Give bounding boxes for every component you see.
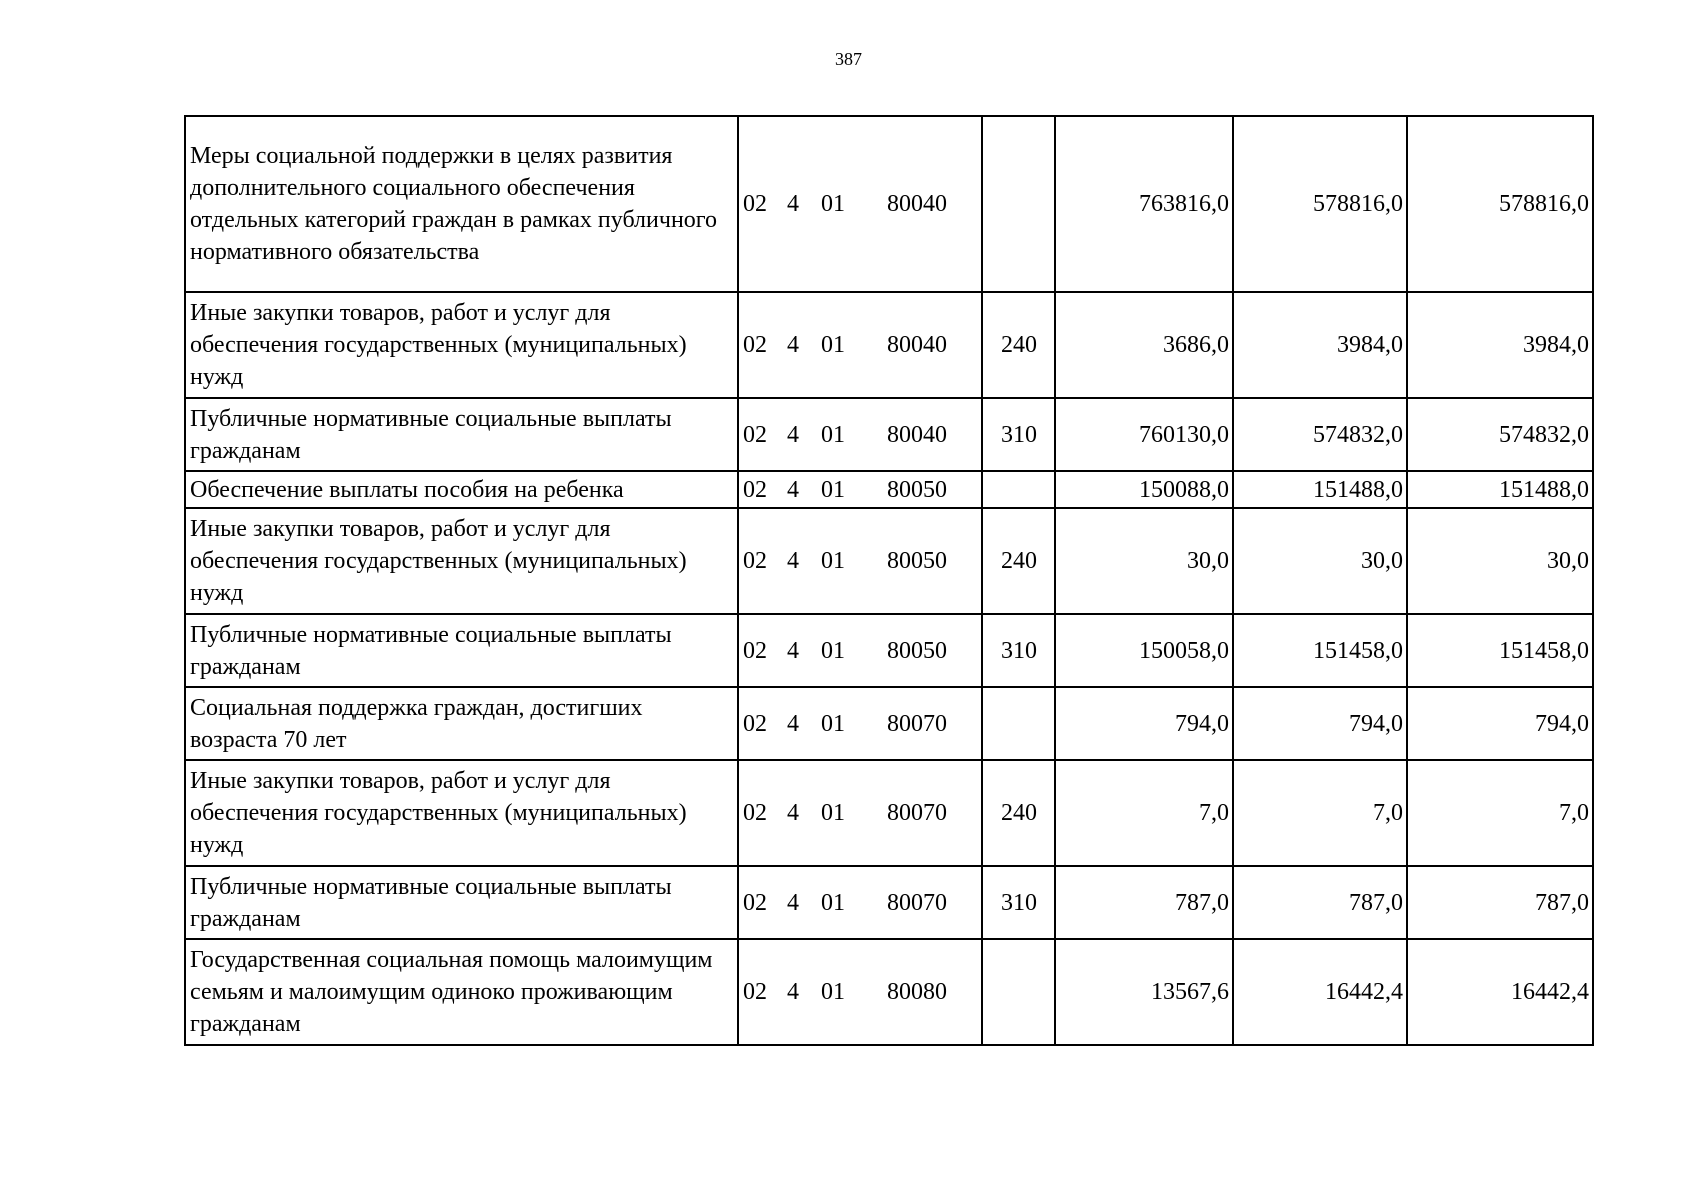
code-program: 02 — [743, 979, 767, 1005]
code-main-event: 01 — [821, 889, 845, 916]
code-subprogram: 4 — [787, 800, 799, 826]
row-expense-type: 310 — [982, 614, 1055, 687]
code-program: 02 — [743, 710, 767, 737]
code-main-event: 01 — [821, 476, 845, 503]
row-expense-type — [982, 687, 1055, 760]
row-description: Публичные нормативные социальные выплаты гражданам — [185, 614, 738, 687]
code-direction: 80040 — [887, 191, 947, 217]
row-expense-type: 240 — [982, 292, 1055, 398]
code-subprogram: 4 — [787, 476, 799, 503]
row-value-1: 7,0 — [1055, 760, 1233, 866]
row-value-2: 7,0 — [1233, 760, 1407, 866]
row-value-2: 30,0 — [1233, 508, 1407, 614]
code-direction: 80070 — [887, 889, 947, 916]
code-direction: 80070 — [887, 710, 947, 737]
row-expense-type: 240 — [982, 760, 1055, 866]
row-description: Иные закупки товаров, работ и услуг для обеспечения государственных (муниципальных) нужд — [185, 292, 738, 398]
row-expense-type — [982, 471, 1055, 508]
code-direction: 80080 — [887, 979, 947, 1005]
row-value-1: 3686,0 — [1055, 292, 1233, 398]
table-row — [185, 614, 1593, 687]
row-value-3: 151488,0 — [1407, 471, 1593, 508]
code-subprogram: 4 — [787, 191, 799, 217]
row-value-1: 760130,0 — [1055, 398, 1233, 471]
code-program: 02 — [743, 191, 767, 217]
code-program: 02 — [743, 332, 767, 358]
row-value-2: 574832,0 — [1233, 398, 1407, 471]
code-main-event: 01 — [821, 421, 845, 448]
row-code — [738, 508, 982, 614]
row-value-2: 578816,0 — [1233, 116, 1407, 292]
row-code — [738, 866, 982, 939]
table-row — [185, 508, 1593, 614]
row-value-3: 30,0 — [1407, 508, 1593, 614]
code-program: 02 — [743, 421, 767, 448]
row-value-3: 578816,0 — [1407, 116, 1593, 292]
row-code — [738, 116, 982, 292]
row-value-2: 787,0 — [1233, 866, 1407, 939]
row-description: Иные закупки товаров, работ и услуг для обеспечения государственных (муниципальных) нужд — [185, 508, 738, 614]
code-main-event: 01 — [821, 637, 845, 664]
code-subprogram: 4 — [787, 637, 799, 664]
code-main-event: 01 — [821, 548, 845, 574]
row-value-3: 7,0 — [1407, 760, 1593, 866]
row-description: Иные закупки товаров, работ и услуг для обеспечения государственных (муниципальных) нужд — [185, 760, 738, 866]
table-row — [185, 760, 1593, 866]
page-number: 387 — [835, 49, 862, 69]
code-subprogram: 4 — [787, 979, 799, 1005]
code-direction: 80070 — [887, 800, 947, 826]
row-description: Обеспечение выплаты пособия на ребенка — [185, 471, 738, 508]
code-program: 02 — [743, 889, 767, 916]
code-main-event: 01 — [821, 332, 845, 358]
code-program: 02 — [743, 476, 767, 503]
table-row — [185, 471, 1593, 508]
row-value-1: 787,0 — [1055, 866, 1233, 939]
row-description: Государственная социальная помощь малоимущим семьям и малоимущим одиноко проживающим гражданам — [185, 939, 738, 1045]
row-description: Публичные нормативные социальные выплаты гражданам — [185, 866, 738, 939]
row-code — [738, 939, 982, 1045]
row-code — [738, 687, 982, 760]
code-program: 02 — [743, 548, 767, 574]
row-expense-type: 240 — [982, 508, 1055, 614]
code-subprogram: 4 — [787, 421, 799, 448]
code-direction: 80050 — [887, 476, 947, 503]
table-row — [185, 398, 1593, 471]
row-expense-type — [982, 116, 1055, 292]
row-expense-type: 310 — [982, 866, 1055, 939]
code-direction: 80050 — [887, 637, 947, 664]
row-value-3: 787,0 — [1407, 866, 1593, 939]
code-direction: 80050 — [887, 548, 947, 574]
code-main-event: 01 — [821, 191, 845, 217]
row-code — [738, 292, 982, 398]
row-value-3: 794,0 — [1407, 687, 1593, 760]
code-subprogram: 4 — [787, 889, 799, 916]
row-value-3: 574832,0 — [1407, 398, 1593, 471]
row-value-3: 3984,0 — [1407, 292, 1593, 398]
row-value-1: 13567,6 — [1055, 939, 1233, 1045]
row-value-3: 16442,4 — [1407, 939, 1593, 1045]
code-program: 02 — [743, 800, 767, 826]
row-value-1: 794,0 — [1055, 687, 1233, 760]
row-expense-type — [982, 939, 1055, 1045]
table-row — [185, 939, 1593, 1045]
code-subprogram: 4 — [787, 332, 799, 358]
code-program: 02 — [743, 637, 767, 664]
table-row — [185, 866, 1593, 939]
code-direction: 80040 — [887, 332, 947, 358]
row-value-2: 3984,0 — [1233, 292, 1407, 398]
row-value-2: 151488,0 — [1233, 471, 1407, 508]
row-value-1: 763816,0 — [1055, 116, 1233, 292]
budget-table — [184, 115, 1594, 1046]
table-row — [185, 116, 1593, 292]
row-value-2: 151458,0 — [1233, 614, 1407, 687]
row-value-1: 150088,0 — [1055, 471, 1233, 508]
table-row — [185, 687, 1593, 760]
row-expense-type: 310 — [982, 398, 1055, 471]
row-value-3: 151458,0 — [1407, 614, 1593, 687]
table-row — [185, 292, 1593, 398]
row-code — [738, 398, 982, 471]
code-main-event: 01 — [821, 710, 845, 737]
code-subprogram: 4 — [787, 710, 799, 737]
code-subprogram: 4 — [787, 548, 799, 574]
row-code — [738, 760, 982, 866]
row-description: Публичные нормативные социальные выплаты гражданам — [185, 398, 738, 471]
row-description: Меры социальной поддержки в целях развития дополнительного социального обеспечения отдельных категорий граждан в рамках публичного нормативного обязательства — [185, 116, 738, 292]
code-main-event: 01 — [821, 800, 845, 826]
row-value-2: 16442,4 — [1233, 939, 1407, 1045]
row-value-2: 794,0 — [1233, 687, 1407, 760]
code-direction: 80040 — [887, 421, 947, 448]
row-description: Социальная поддержка граждан, достигших возраста 70 лет — [185, 687, 738, 760]
row-value-1: 30,0 — [1055, 508, 1233, 614]
row-code — [738, 471, 982, 508]
code-main-event: 01 — [821, 979, 845, 1005]
row-value-1: 150058,0 — [1055, 614, 1233, 687]
row-code — [738, 614, 982, 687]
